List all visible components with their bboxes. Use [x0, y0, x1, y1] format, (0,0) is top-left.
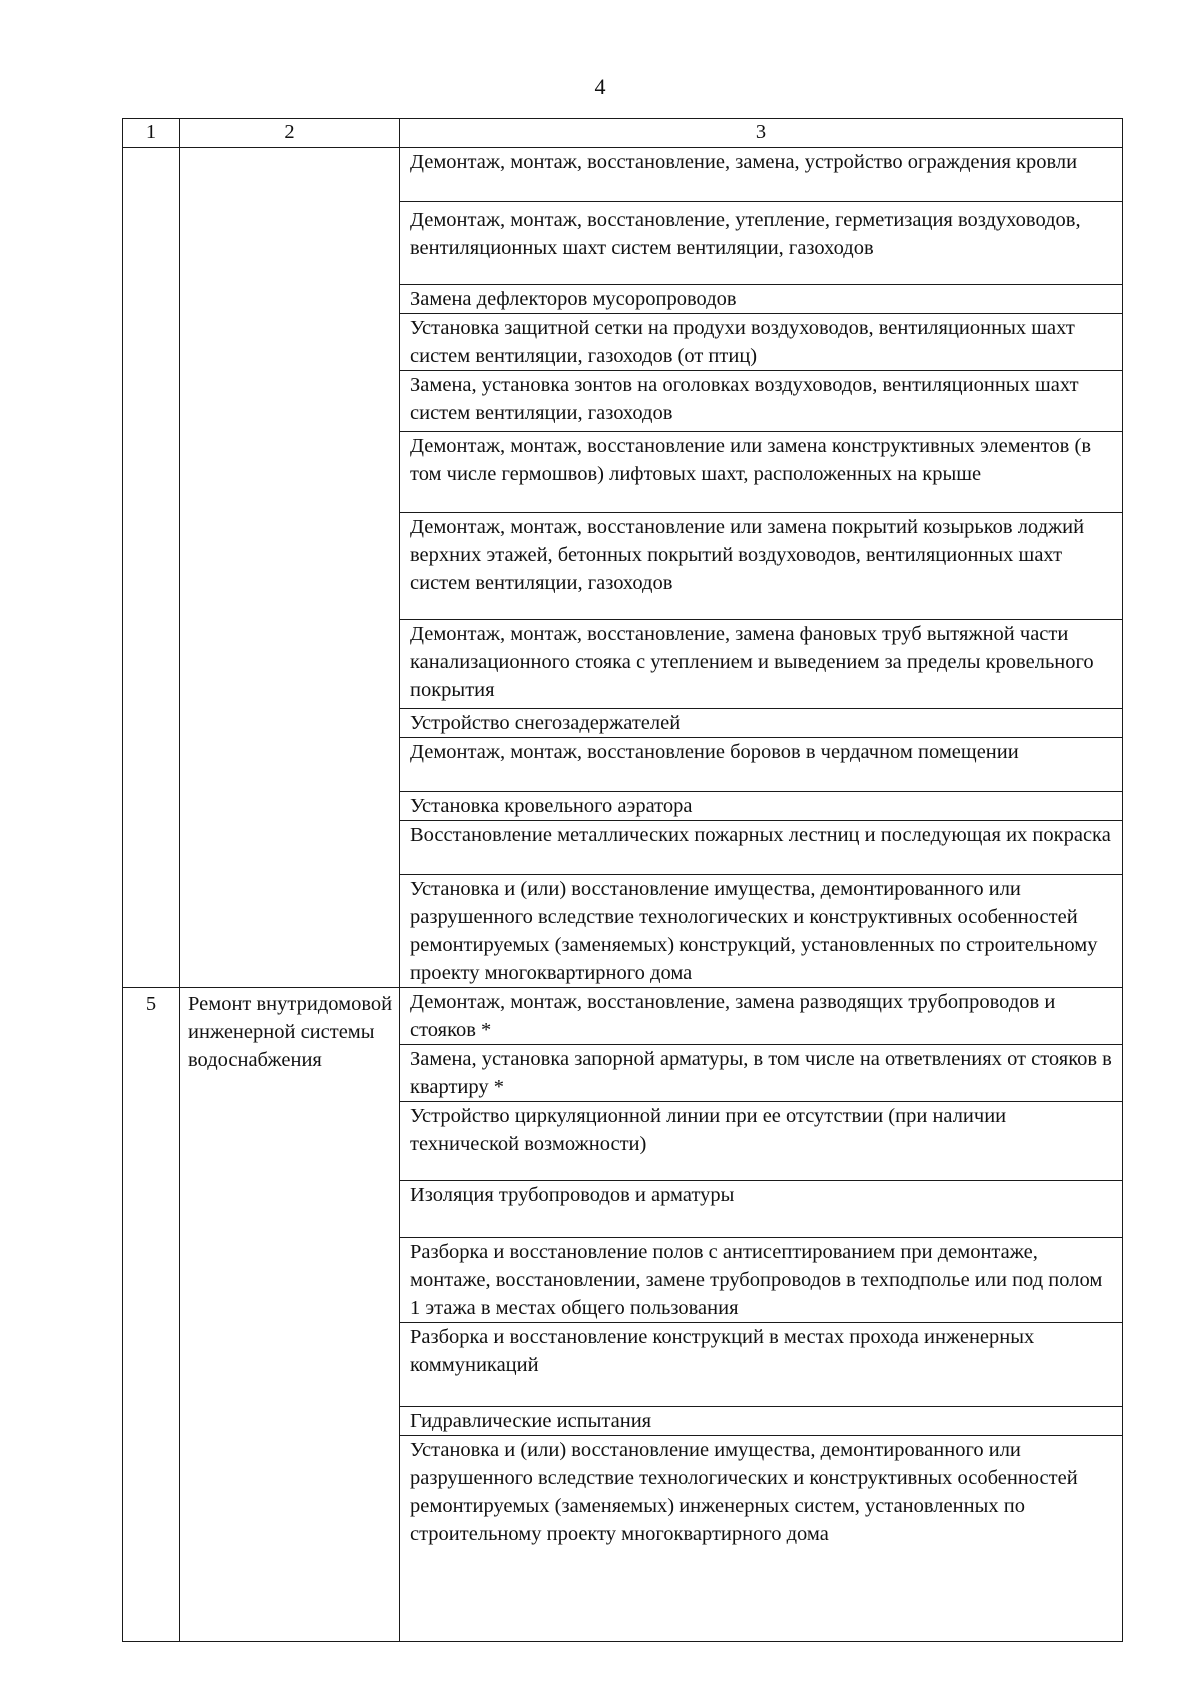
work-item: Демонтаж, монтаж, восстановление или замена покрытий козырьков лоджий верхних этажей, бетонных покрытий воздуховодов, вентиляционных шахт систем вентиляции, газоходов [400, 513, 1123, 620]
work-item: Демонтаж, монтаж, восстановление, замена, устройство ограждения кровли [400, 148, 1123, 202]
work-item: Разборка и восстановление конструкций в местах прохода инженерных коммуникаций [400, 1323, 1123, 1407]
work-item: Восстановление металлических пожарных лестниц и последующая их покраска [400, 821, 1123, 875]
work-item: Гидравлические испытания [400, 1407, 1123, 1436]
table-row [123, 988, 1123, 1045]
section5-number: 5 [123, 988, 180, 1642]
table-row [123, 148, 1123, 202]
table-header-row [123, 119, 1123, 148]
work-item: Замена, установка запорной арматуры, в том числе на ответвлениях от стояков в квартиру * [400, 1045, 1123, 1102]
work-item: Демонтаж, монтаж, восстановление, утепление, герметизация воздуховодов, вентиляционных шахт систем вентиляции, газоходов [400, 202, 1123, 285]
header-col-2: 2 [180, 119, 400, 148]
work-item: Установка и (или) восстановление имущества, демонтированного или разрушенного вследствие технологических и конструктивных особенностей ремонтируемых (заменяемых) инженерных систем, установленных по строительному проекту многоквартирного дома [400, 1436, 1123, 1642]
section4-number-cell [123, 148, 180, 988]
work-item: Установка и (или) восстановление имущества, демонтированного или разрушенного вследствие технологических и конструктивных особенностей ремонтируемых (заменяемых) конструкций, установленных по строительному проекту многоквартирного дома [400, 875, 1123, 988]
work-item: Демонтаж, монтаж, восстановление, замена разводящих трубопроводов и стояков * [400, 988, 1123, 1045]
work-item: Установка защитной сетки на продухи воздуховодов, вентиляционных шахт систем вентиляции, газоходов (от птиц) [400, 314, 1123, 371]
work-item: Демонтаж, монтаж, восстановление или замена конструктивных элементов (в том числе гермошвов) лифтовых шахт, расположенных на крыше [400, 432, 1123, 513]
work-item: Устройство циркуляционной линии при ее отсутствии (при наличии технической возможности) [400, 1102, 1123, 1181]
work-item: Демонтаж, монтаж, восстановление, замена фановых труб вытяжной части канализационного стояка с утеплением и выведением за пределы кровельного покрытия [400, 620, 1123, 709]
works-table-container [122, 118, 1122, 1642]
work-item: Демонтаж, монтаж, восстановление боровов в чердачном помещении [400, 738, 1123, 792]
header-col-1: 1 [123, 119, 180, 148]
header-col-3: 3 [400, 119, 1123, 148]
work-item: Устройство снегозадержателей [400, 709, 1123, 738]
work-item: Замена дефлекторов мусоропроводов [400, 285, 1123, 314]
section4-name-cell [180, 148, 400, 988]
section5-name: Ремонт внутридомовой инженерной системы водоснабжения [180, 988, 400, 1642]
work-item: Установка кровельного аэратора [400, 792, 1123, 821]
work-item: Разборка и восстановление полов с антисептированием при демонтаже, монтаже, восстановлении, замене трубопроводов в техподполье или под полом 1 этажа в местах общего пользования [400, 1238, 1123, 1323]
work-item: Изоляция трубопроводов и арматуры [400, 1181, 1123, 1238]
works-table [122, 118, 1123, 1642]
page-number: 4 [594, 74, 606, 99]
work-item: Замена, установка зонтов на оголовках воздуховодов, вентиляционных шахт систем вентиляции, газоходов [400, 371, 1123, 432]
